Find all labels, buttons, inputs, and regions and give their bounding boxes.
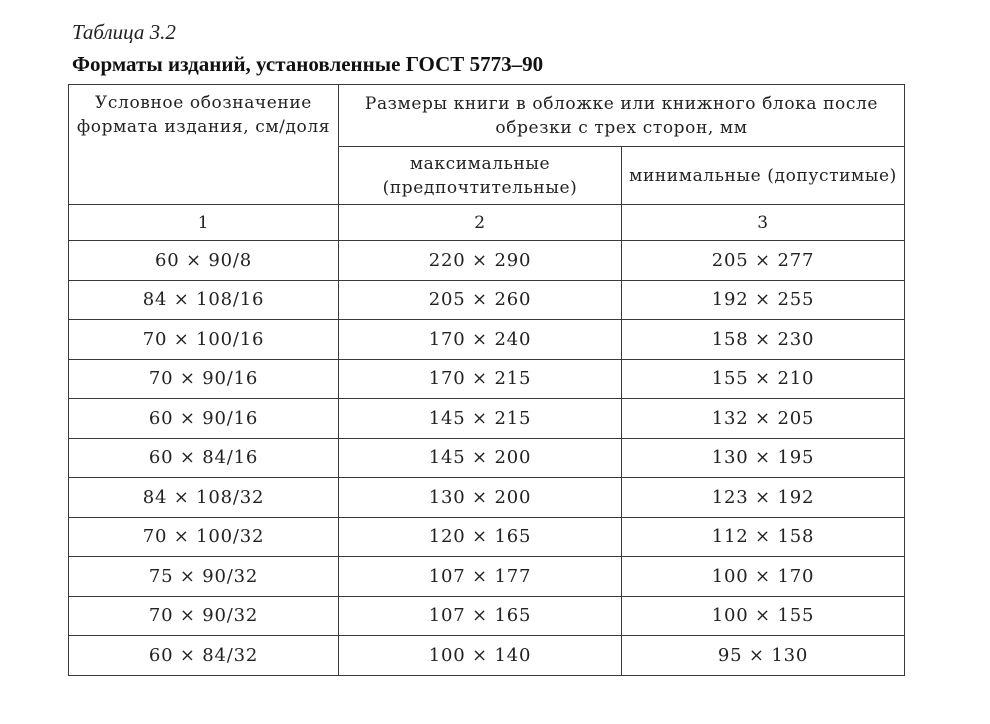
cell-format: 75 × 90/32 xyxy=(69,557,339,597)
cell-min-size: 100 × 155 xyxy=(622,596,905,636)
column-number: 1 xyxy=(69,205,339,241)
cell-min-size: 112 × 158 xyxy=(622,517,905,557)
cell-min-size: 155 × 210 xyxy=(622,359,905,399)
table-row xyxy=(69,517,905,557)
cell-max-size: 107 × 177 xyxy=(339,557,622,597)
cell-format: 84 × 108/32 xyxy=(69,478,339,518)
table-caption: Таблица 3.2 xyxy=(72,20,176,44)
header-maximum: максимальные (предпочтительные) xyxy=(339,147,622,205)
cell-min-size: 158 × 230 xyxy=(622,320,905,360)
cell-min-size: 123 × 192 xyxy=(622,478,905,518)
header-format-designation: Условное обозначение формата издания, см/доля xyxy=(69,85,339,205)
table-row xyxy=(69,478,905,518)
table-row xyxy=(69,359,905,399)
cell-max-size: 145 × 215 xyxy=(339,399,622,439)
header-book-sizes: Размеры книги в обложке или книжного блока после обрезки с трех сторон, мм xyxy=(339,85,905,147)
table-body xyxy=(69,241,905,676)
cell-format: 60 × 90/8 xyxy=(69,241,339,281)
table-row xyxy=(69,399,905,439)
cell-max-size: 130 × 200 xyxy=(339,478,622,518)
cell-min-size: 130 × 195 xyxy=(622,438,905,478)
table-row xyxy=(69,596,905,636)
cell-min-size: 132 × 205 xyxy=(622,399,905,439)
table-row xyxy=(69,320,905,360)
header-minimum: минимальные (допустимые) xyxy=(622,147,905,205)
cell-format: 60 × 84/16 xyxy=(69,438,339,478)
cell-format: 60 × 90/16 xyxy=(69,399,339,439)
table-title: Форматы изданий, установленные ГОСТ 5773–90 xyxy=(72,52,544,76)
column-number: 3 xyxy=(622,205,905,241)
table-row xyxy=(69,438,905,478)
cell-format: 84 × 108/16 xyxy=(69,280,339,320)
cell-max-size: 220 × 290 xyxy=(339,241,622,281)
cell-min-size: 205 × 277 xyxy=(622,241,905,281)
cell-max-size: 170 × 215 xyxy=(339,359,622,399)
cell-max-size: 100 × 140 xyxy=(339,636,622,676)
cell-max-size: 145 × 200 xyxy=(339,438,622,478)
cell-min-size: 95 × 130 xyxy=(622,636,905,676)
cell-max-size: 205 × 260 xyxy=(339,280,622,320)
table-row xyxy=(69,241,905,281)
table-row xyxy=(69,280,905,320)
cell-format: 70 × 100/32 xyxy=(69,517,339,557)
cell-max-size: 170 × 240 xyxy=(339,320,622,360)
table-row xyxy=(69,636,905,676)
formats-table xyxy=(68,84,905,676)
cell-format: 70 × 90/32 xyxy=(69,596,339,636)
cell-max-size: 120 × 165 xyxy=(339,517,622,557)
cell-format: 70 × 100/16 xyxy=(69,320,339,360)
cell-min-size: 100 × 170 xyxy=(622,557,905,597)
column-number: 2 xyxy=(339,205,622,241)
cell-format: 70 × 90/16 xyxy=(69,359,339,399)
cell-min-size: 192 × 255 xyxy=(622,280,905,320)
cell-format: 60 × 84/32 xyxy=(69,636,339,676)
table-row xyxy=(69,557,905,597)
cell-max-size: 107 × 165 xyxy=(339,596,622,636)
